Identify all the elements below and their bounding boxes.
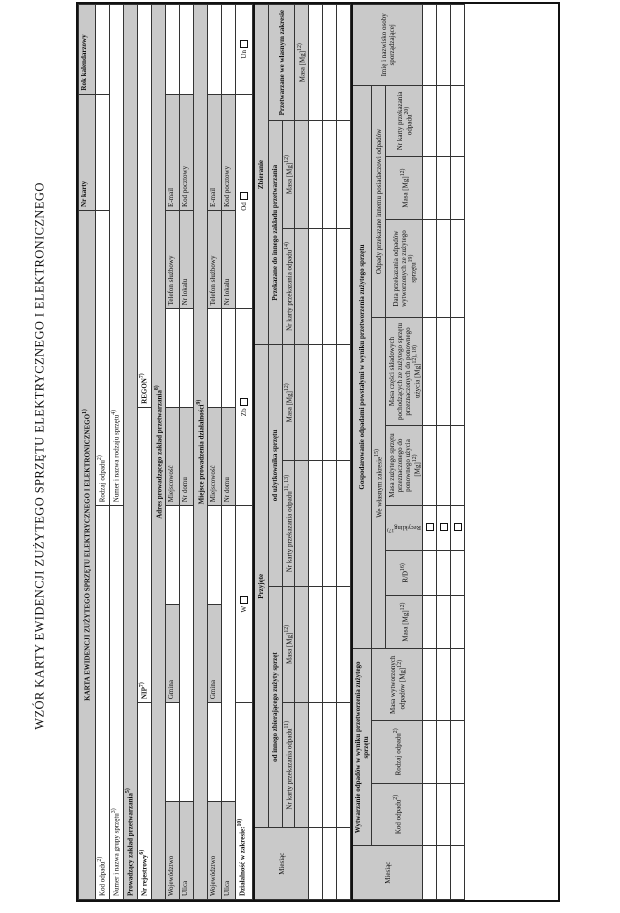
email2-value[interactable] [208, 5, 222, 95]
nr-karty-value[interactable] [96, 94, 110, 210]
telefon-label: Telefon służbowy [166, 210, 180, 308]
od-innego-header: od innego zbierającego zużyty sprzęt [269, 586, 283, 828]
miejscowosc2-value[interactable] [208, 309, 222, 407]
option-w[interactable]: W [236, 506, 253, 703]
rok-label: Rok kalendarzowy [79, 5, 96, 95]
option-un[interactable]: Un [236, 5, 253, 95]
rodzaj-odpadu-field[interactable]: Rodzaj odpadu$^{2)}$ [96, 210, 110, 505]
masa-a-header: Masa $[Mg]^{12)}$ [283, 586, 295, 702]
zbieranie-header: Zbieranie [254, 5, 269, 345]
waste-table [351, 4, 465, 900]
nr-rejestrowy-field[interactable]: Nr rejestrowy$^{6)}$ [138, 703, 152, 900]
miejscowosc-label: Miejscowość [166, 407, 180, 505]
miejscowosc-value[interactable] [166, 309, 180, 407]
przyjete-header: Przyjęte [254, 345, 269, 828]
collection-table [253, 4, 351, 900]
nr-lokalu-label: Nr lokalu [180, 210, 194, 308]
nr-karty-label: Nr karty [79, 94, 96, 210]
recykling-checkbox[interactable] [426, 523, 434, 531]
miejsce-section: Miejsce prowadzenia działalności$^{9)}$ [194, 5, 208, 900]
nr-domu-value[interactable] [180, 309, 194, 407]
option-od[interactable]: Od [236, 94, 253, 309]
masa-b-header: Masa $[Mg]^{12)}$ [283, 345, 295, 461]
email-value[interactable] [166, 5, 180, 95]
nr-karty-b-header: Nr karty przekazania odpadu$^{11, 13)}$ [283, 461, 295, 586]
kod-pocztowy2-label: Kod pocztowy [222, 94, 236, 210]
nr-karty-c-header: Nr karty przekazania odpadu$^{14)}$ [283, 228, 295, 344]
ulica-label: Ulica [180, 801, 194, 899]
od-uzytkownika-header: od użytkownika sprzętu [269, 345, 283, 587]
card-title: KARTA EWIDENCJI ZUŻYTEGO SPRZĘTU ELEKTRYCZNEGO I ELEKTRONICZNEGO$^{1)}$ [79, 210, 96, 899]
waste-masa-header: Masa $[Mg]^{12)}$ [386, 595, 423, 649]
recykling-checkbox[interactable] [454, 523, 462, 531]
kod-pocztowy2-value[interactable] [222, 5, 236, 95]
data-przekazania-header: Data przekazania odpadów wytworzonych ze zużytego sprzętu$^{19)}$ [386, 219, 423, 317]
card-header-table [78, 4, 253, 900]
option-zb[interactable]: Zb [236, 309, 253, 506]
recykling-header: Recykling$^{17)}$ [386, 506, 423, 551]
kod-pocztowy-value[interactable] [180, 5, 194, 95]
checkbox-od[interactable] [240, 192, 248, 200]
nr-karty-a-header: Nr karty przekazania odpadu$^{11)}$ [283, 703, 295, 828]
email2-label: E-mail [208, 94, 222, 210]
recykling-checkbox[interactable] [440, 523, 448, 531]
gospodarowanie-header: Gospodarowanie odpadami powstałymi w wyniku przetworzenia zużytego sprzętu [352, 85, 372, 649]
gmina2-value[interactable] [208, 506, 222, 604]
gmina-value[interactable] [166, 506, 180, 604]
miejscowosc2-label: Miejscowość [208, 407, 222, 505]
table-row [437, 5, 451, 900]
table-row [423, 5, 437, 900]
checkbox-w[interactable] [240, 596, 248, 604]
nr-domu2-label: Nr domu [222, 407, 236, 505]
ulica-value[interactable] [180, 506, 194, 801]
nip-field[interactable]: NIP$^{7)}$ [138, 407, 152, 702]
masa-c-header: Masa $[Mg]^{12)}$ [283, 121, 295, 228]
przekazane-header: Przekazane do innego zakładu przetwarzania [269, 121, 283, 345]
miesiac-header: Miesiąc [254, 828, 309, 900]
table-row [337, 5, 351, 900]
email-label: E-mail [166, 94, 180, 210]
waste-miesiac-header: Miesiąc [352, 846, 423, 900]
nr-domu-label: Nr domu [180, 407, 194, 505]
rd-header: $R/D^{16)}$ [386, 551, 423, 596]
table-row [451, 5, 465, 900]
grupa-sprzetu-field[interactable]: Numer i nazwa grupy sprzętu$^{3)}$ [110, 506, 124, 900]
rodzaj-sprzetu-field[interactable]: Numer i nazwa rodzaju sprzętu$^{4)}$ [110, 5, 124, 506]
przekazane-innemu-header: Odpady przekazane innemu posiadaczowi odpadów [372, 85, 386, 318]
waste-masa2-header: Masa $[Mg]^{12)}$ [386, 157, 423, 220]
wojewodztwo-label: Województwo [166, 801, 180, 899]
we-wlasnym-header: We własnym zakresie$^{15)}$ [372, 318, 386, 649]
waste-nr-karty-header: Nr karty przekazania odpadu$^{20)}$ [386, 85, 423, 157]
dzialalnosc-label: Działalność w zakresie:$^{10)}$ [236, 703, 253, 900]
ulica2-label: Ulica [222, 801, 236, 899]
wytwarzanie-header: Wytwarzanie odpadów w wyniku przetworzenia zużytego sprzętu [352, 649, 372, 846]
checkbox-un[interactable] [240, 40, 248, 48]
masa-zuzytego-header: Masa zużytego sprzętu przeznaczonego do ponownego użycia $[Mg]^{12)}$ [386, 425, 423, 506]
wojewodztwo-value[interactable] [166, 703, 180, 801]
kod-odpadu-field[interactable]: Kod odpadu$^{2)}$ [96, 506, 110, 900]
waste-kod-header: Kod odpadu$^{2)}$ [372, 783, 423, 846]
nr-lokalu2-label: Nr lokalu [222, 210, 236, 308]
masa-wytworzonych-header: Masa wytworzonych odpadów $[Mg]^{12)}$ [372, 649, 423, 721]
adres-section: Adres prowadzącego zakład przetwarzania$^{8)}$ [152, 5, 166, 900]
evidence-card-form [76, 2, 560, 902]
nr-domu2-value[interactable] [222, 309, 236, 407]
imie-header: Imię i nazwisko osoby sporządzającej [352, 5, 423, 86]
wojewodztwo2-label: Województwo [208, 801, 222, 899]
masa-czesci-header: Masa części składowych pochodzących ze zużytego sprzętu przeznaczonych do ponownego użycia $[Mg]^{12), 18)}$ [386, 318, 423, 425]
ulica2-value[interactable] [222, 506, 236, 801]
masa-d-header: Masa $[Mg]^{12)}$ [295, 5, 309, 121]
waste-rodzaj-header: Rodzaj odpadu$^{2)}$ [372, 721, 423, 784]
telefon2-label: Telefon służbowy [208, 210, 222, 308]
przetwarzane-header: Przetwarzane we własnym zakresie [269, 5, 295, 121]
prowadzacy-section: Prowadzący zakład przetwarzania$^{5)}$ [124, 5, 138, 900]
regon-field[interactable]: REGON$^{7)}$ [138, 5, 152, 408]
table-row [323, 5, 337, 900]
wojewodztwo2-value[interactable] [208, 703, 222, 801]
checkbox-zb[interactable] [240, 398, 248, 406]
gmina2-label: Gmina [208, 604, 222, 702]
table-row [309, 5, 323, 900]
page-heading: WZÓR KARTY EWIDENCJI ZUŻYTEGO SPRZĘTU ELEKTRYCZNEGO I ELEKTRONICZNEGO [32, 182, 47, 730]
gmina-label: Gmina [166, 604, 180, 702]
rok-value[interactable] [96, 5, 110, 95]
kod-pocztowy-label: Kod pocztowy [180, 94, 194, 210]
